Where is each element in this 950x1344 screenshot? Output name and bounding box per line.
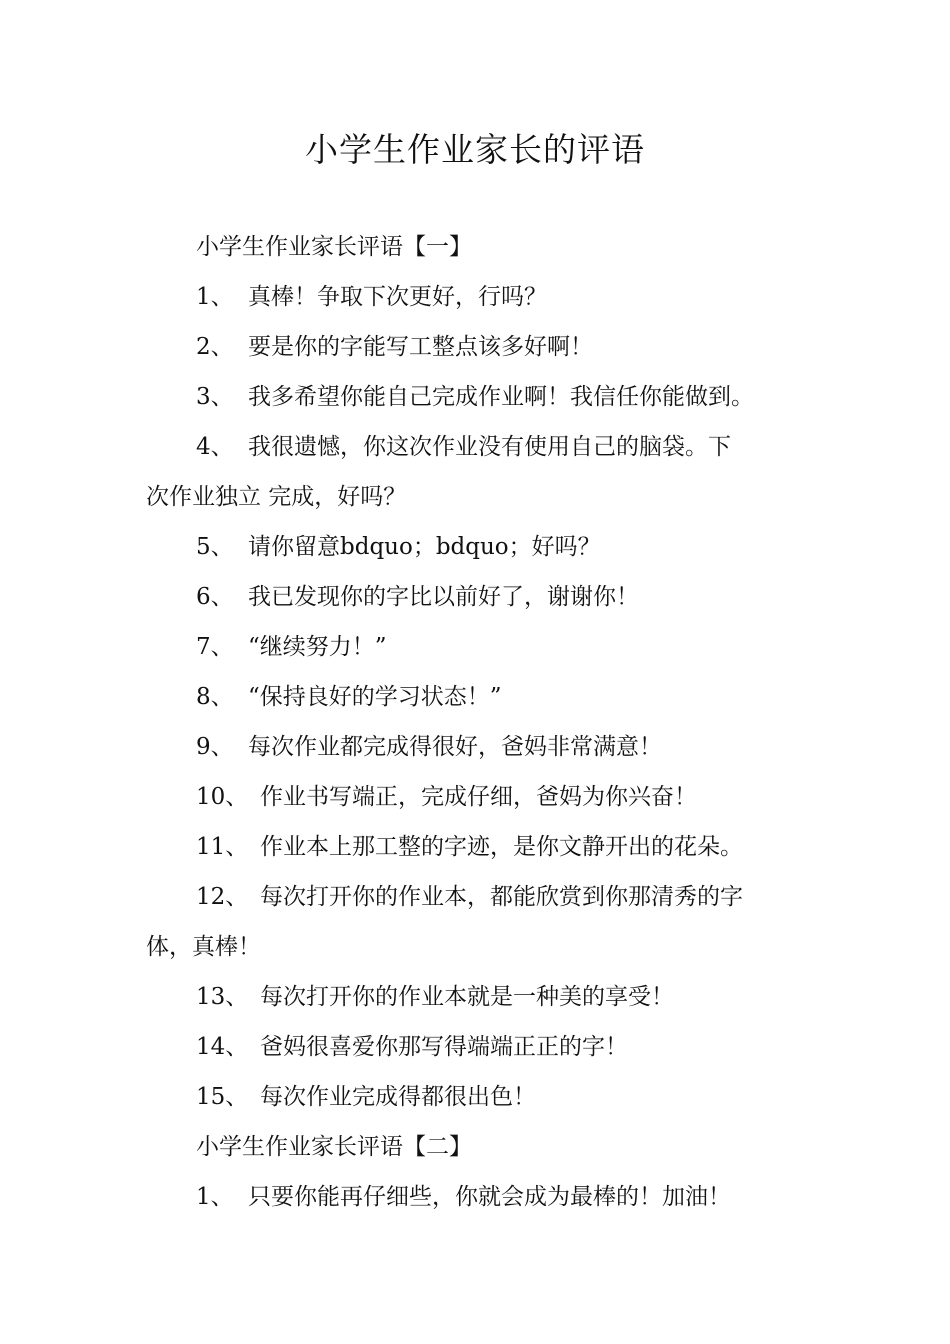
list-item-continuation: 次作业独立 完成，好吗？ <box>146 484 407 510</box>
item-text: 要是你的字能写工整点该多好啊！ <box>248 334 593 360</box>
list-item <box>146 1022 810 1072</box>
item-text: “继续努力！” <box>248 634 387 660</box>
list-item <box>146 1172 810 1222</box>
item-number: 15、 <box>196 1084 249 1110</box>
list-item <box>146 872 810 922</box>
list-item <box>146 272 810 322</box>
list-item <box>146 422 810 472</box>
list-item <box>146 622 810 672</box>
list-item <box>146 1072 810 1122</box>
item-text: “保持良好的学习状态！” <box>248 684 502 710</box>
list-item <box>146 322 810 372</box>
item-text: 爸妈很喜爱你那写得端端正正的字！ <box>260 1034 628 1060</box>
list-item <box>146 572 810 622</box>
list-item <box>146 672 810 722</box>
item-number: 12、 <box>196 884 249 910</box>
section-heading: 小学生作业家长评语【一】 <box>196 234 472 260</box>
item-text: 作业本上那工整的字迹，是你文静开出的花朵。 <box>260 834 743 860</box>
item-number: 8、 <box>196 684 234 710</box>
list-item-continuation: 体，真棒！ <box>146 934 261 960</box>
item-text: 每次作业完成得都很出色！ <box>260 1084 536 1110</box>
item-number: 2、 <box>196 334 234 360</box>
list-item <box>146 822 810 872</box>
item-number: 4、 <box>196 434 234 460</box>
item-text: 每次打开你的作业本就是一种美的享受！ <box>260 984 674 1010</box>
item-text: 我很遗憾，你这次作业没有使用自己的脑袋。下 <box>248 434 731 460</box>
item-number: 7、 <box>196 634 234 660</box>
item-text: 我已发现你的字比以前好了，谢谢你！ <box>248 584 639 610</box>
item-number: 1、 <box>196 1184 234 1210</box>
section-heading: 小学生作业家长评语【二】 <box>196 1134 472 1160</box>
list-item <box>146 522 810 572</box>
item-text: 真棒！争取下次更好，行吗？ <box>248 284 547 310</box>
list-item <box>146 972 810 1022</box>
list-item <box>146 722 810 772</box>
document-title: 小学生作业家长的评语 <box>305 130 645 169</box>
item-text: 我多希望你能自己完成作业啊！我信任你能做到。 <box>248 384 754 410</box>
list-item <box>146 372 810 422</box>
item-number: 13、 <box>196 984 249 1010</box>
item-number: 5、 <box>196 534 234 560</box>
item-text: 每次打开你的作业本，都能欣赏到你那清秀的字 <box>260 884 743 910</box>
item-number: 6、 <box>196 584 234 610</box>
item-number: 10、 <box>196 784 249 810</box>
item-number: 11、 <box>196 834 249 860</box>
list-item <box>146 772 810 822</box>
item-number: 3、 <box>196 384 234 410</box>
item-text: 只要你能再仔细些，你就会成为最棒的！加油！ <box>248 1184 731 1210</box>
item-text: 每次作业都完成得很好，爸妈非常满意！ <box>248 734 662 760</box>
item-text: 请你留意bdquo；bdquo；好吗？ <box>248 534 601 560</box>
item-number: 1、 <box>196 284 234 310</box>
item-text: 作业书写端正，完成仔细，爸妈为你兴奋！ <box>260 784 697 810</box>
document-body <box>146 222 810 1222</box>
item-number: 14、 <box>196 1034 249 1060</box>
item-number: 9、 <box>196 734 234 760</box>
